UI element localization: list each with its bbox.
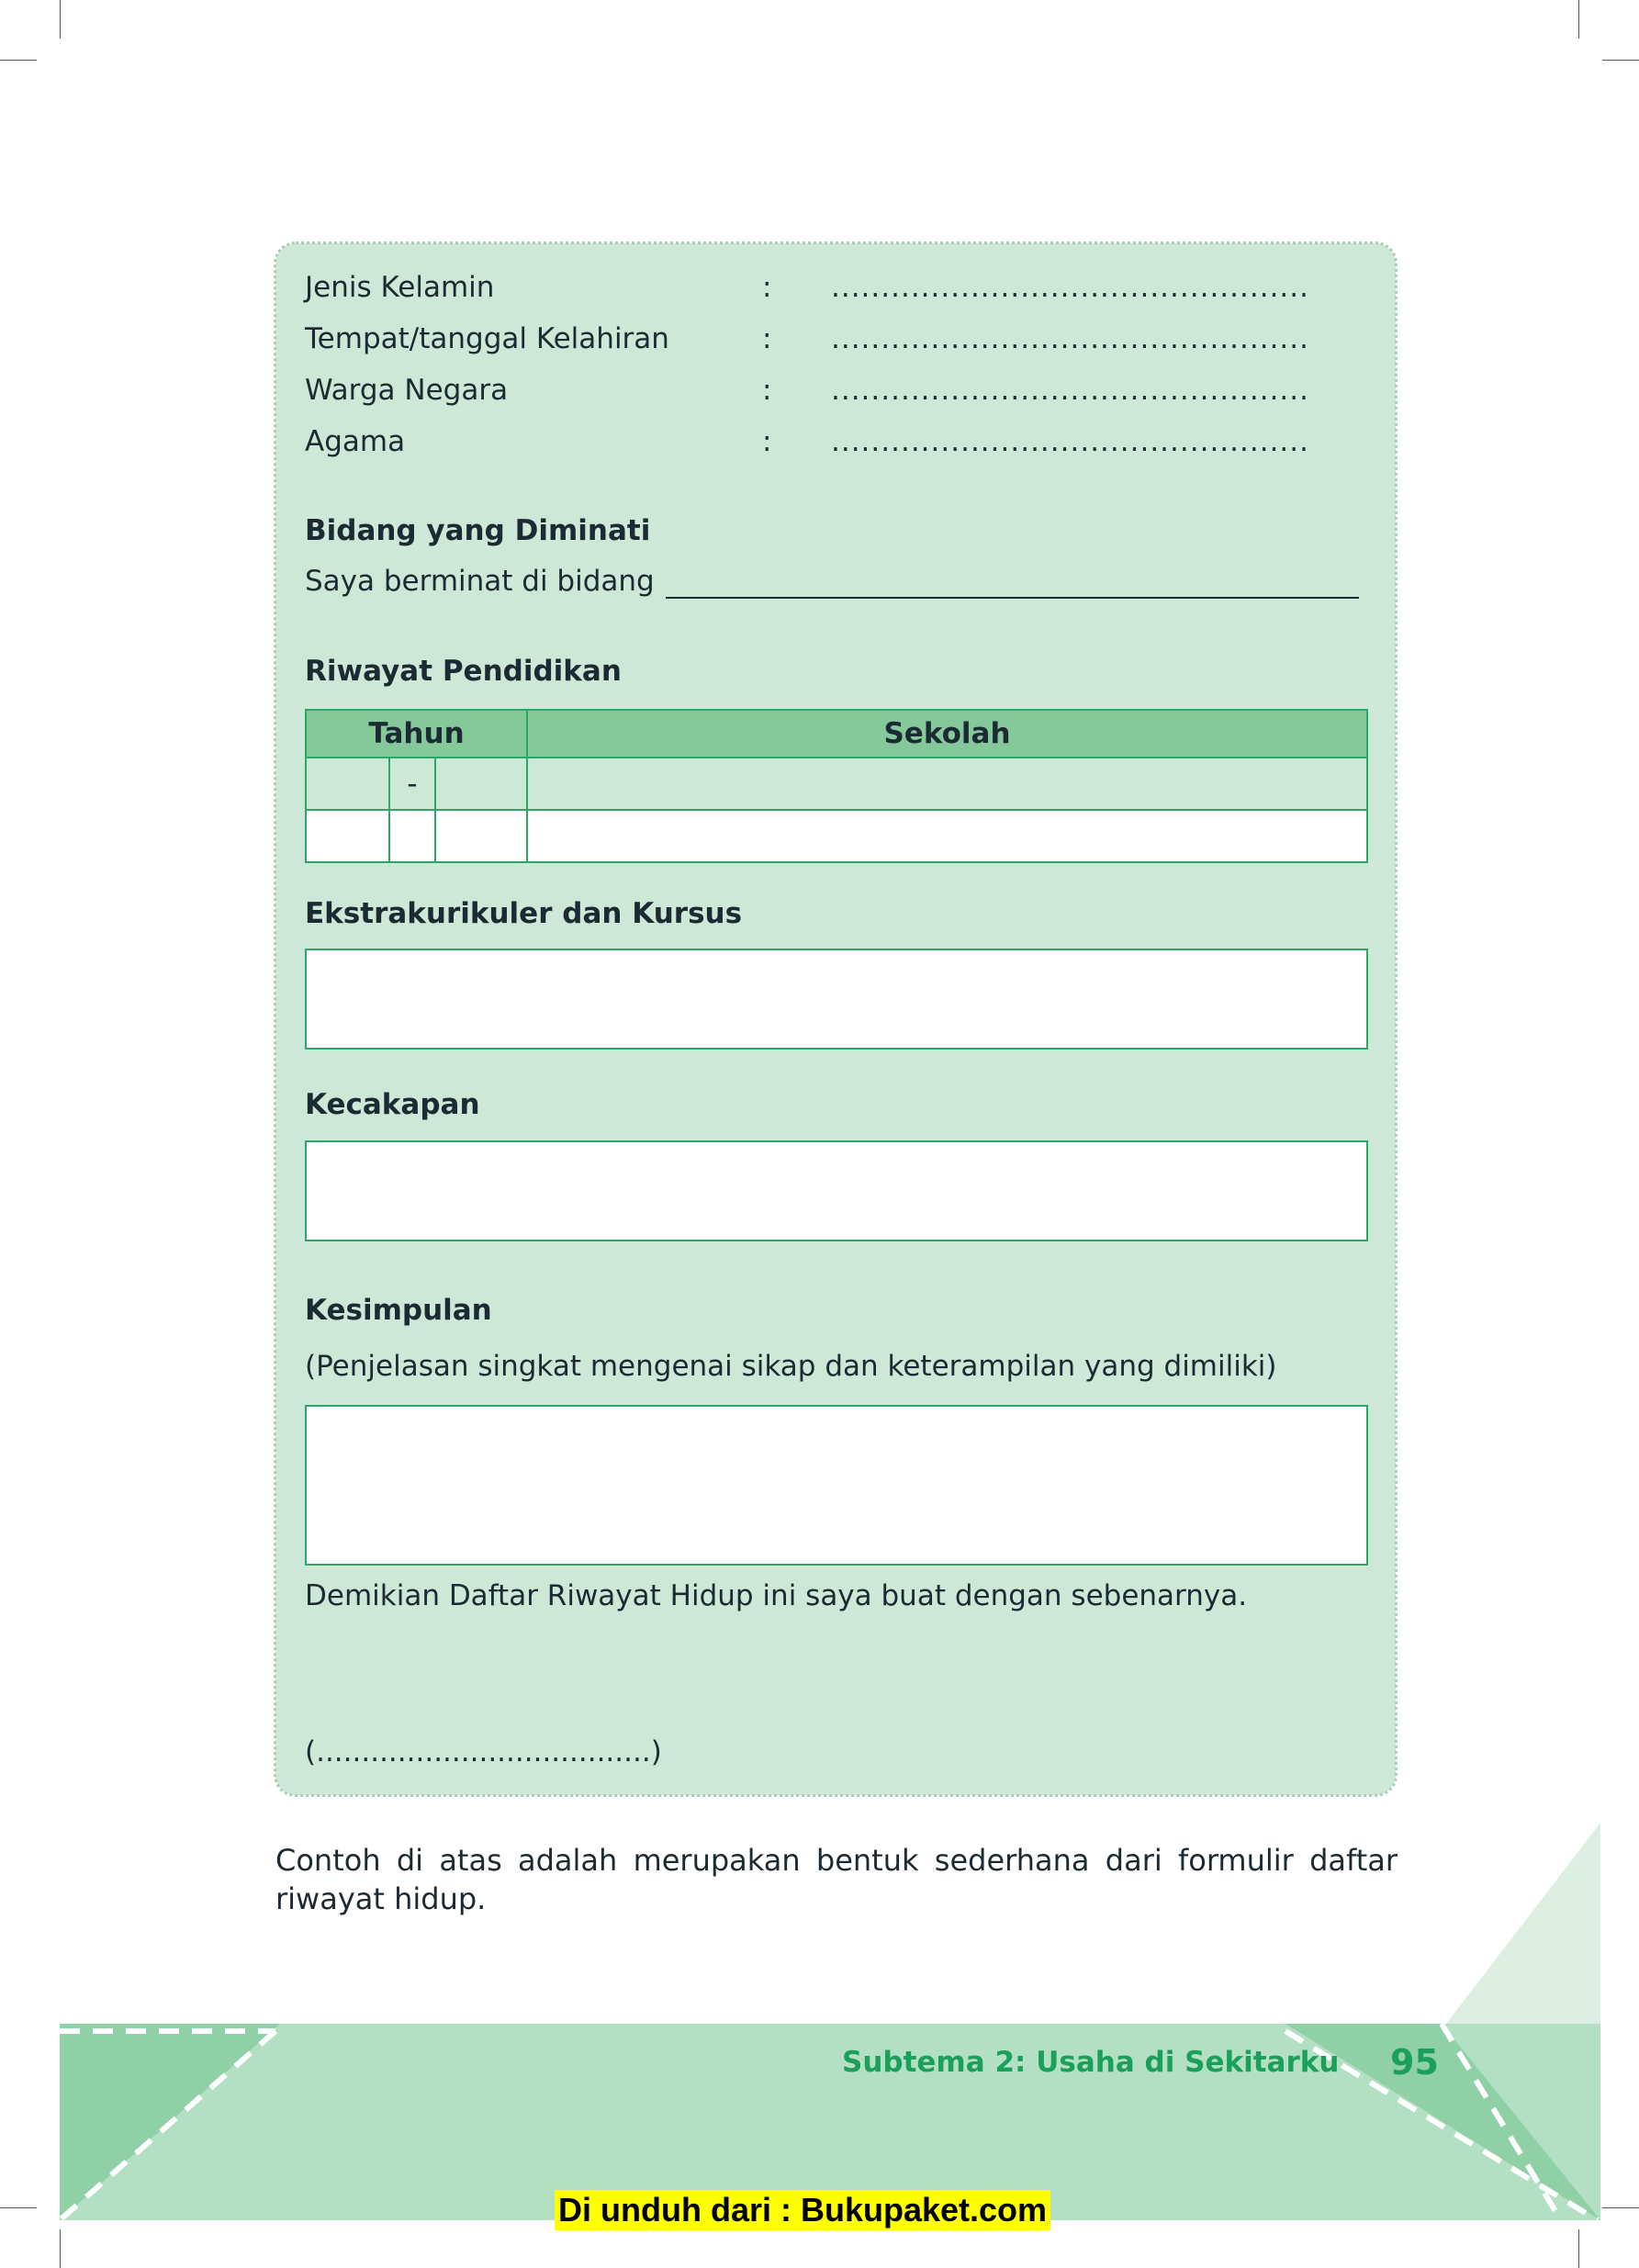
field-colon: : [762,425,772,458]
field-blank-gender: ................................................ [831,271,1309,304]
field-label-religion: Agama [305,425,406,458]
signature-line: (.....................................) [305,1735,662,1768]
field-colon: : [762,322,772,355]
section-title-skills: Kecakapan [305,1088,480,1121]
field-blank-citizenship: ................................................ [831,374,1309,407]
field-label-birth: Tempat/tanggal Kelahiran [305,322,669,355]
section-title-conclusion: Kesimpulan [305,1294,492,1327]
field-colon: : [762,374,772,407]
field-colon: : [762,271,772,304]
section-title-interest: Bidang yang Diminati [305,514,651,547]
field-blank-religion: ................................................ [831,425,1309,458]
note-paragraph: Contoh di atas adalah merupakan bentuk sederhana dari formulir daftar riwayat hidup. [275,1843,1398,1916]
conclusion-subtitle: (Penjelasan singkat mengenai sikap dan keterampilan yang dimiliki) [305,1350,1277,1383]
table-header-school: Sekolah [527,710,1367,758]
section-title-extracurricular: Ekstrakurikuler dan Kursus [305,897,743,930]
field-label-citizenship: Warga Negara [305,374,509,407]
field-blank-birth: ................................................ [831,322,1309,355]
field-label-gender: Jenis Kelamin [305,271,495,304]
corner-triangle [1446,1823,1600,2024]
download-banner: Di unduh dari : Bukupaket.com [555,2190,1050,2230]
interest-text: Saya berminat di bidang [305,565,655,598]
table-header-year: Tahun [306,710,527,758]
page-number: 95 [1390,2042,1439,2083]
section-title-education: Riwayat Pendidikan [305,655,622,688]
closing-statement: Demikian Daftar Riwayat Hidup ini saya buat dengan sebenarnya. [305,1579,1248,1612]
table-cell-dash: - [389,758,435,810]
footer-subtheme: Subtema 2: Usaha di Sekitarku [842,2046,1340,2079]
